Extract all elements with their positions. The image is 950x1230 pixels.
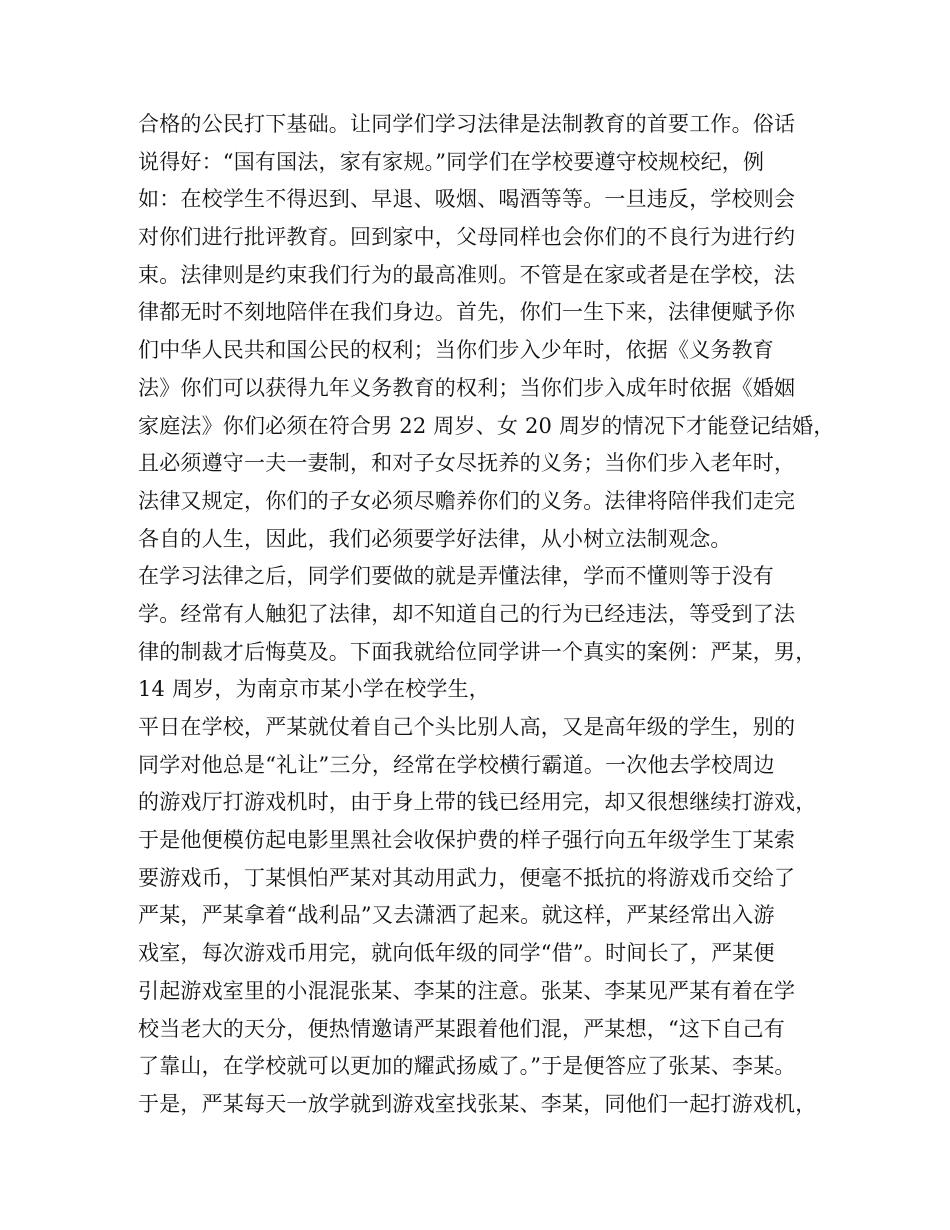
text-line-21: 要游戏币，丁某惧怕严某对其动用武力，便毫不抵抗的将游戏币交给了	[138, 865, 796, 890]
text-line-2: 说得好：“国有国法，家有家规。”同学们在学校要遵守校规校纪，例	[138, 149, 765, 174]
text-line-24: 引起游戏室里的小混混张某、李某的注意。张某、李某见严某有着在学	[138, 978, 796, 1003]
text-line-19: 的游戏厅打游戏机时，由于身上带的钱已经用完，却又很想继续打游戏，	[138, 790, 817, 815]
text-line-22: 严某，严某拿着“战利品”又去潇洒了起来。就这样，严某经常出入游	[138, 903, 775, 928]
text-line-26: 了靠山，在学校就可以更加的耀武扬威了。”于是便答应了张某、李某。	[138, 1054, 796, 1079]
text-line-18: 同学对他总是“礼让”三分，经常在学校横行霸道。一次他去学校周边	[138, 752, 775, 777]
text-line-1: 合格的公民打下基础。让同学们学习法律是法制教育的首要工作。俗话	[138, 112, 796, 136]
text-line-16: 14 周岁，为南京市某小学在校学生，	[138, 677, 490, 702]
text-line-17: 平日在学校，严某就仗着自己个头比别人高，又是高年级的学生，别的	[138, 715, 796, 739]
text-line-5: 束。法律则是约束我们行为的最高准则。不管是在家或者是在学校，法	[138, 262, 796, 287]
text-line-25: 校当老大的天分，便热情邀请严某跟着他们混，严某想，“这下自己有	[138, 1016, 785, 1041]
text-line-6: 律都无时不刻地陪伴在我们身边。首先，你们一生下来，法律便赋予你	[138, 300, 796, 325]
text-line-27: 于是，严某每天一放学就到游戏室找张某、李某，同他们一起打游戏机，	[138, 1091, 817, 1116]
text-line-15: 律的制裁才后悔莫及。下面我就给位同学讲一个真实的案例：严某，男，	[138, 639, 817, 664]
text-line-9: 家庭法》你们必须在符合男 22 周岁、女 20 周岁的情况下才能登记结婚，	[138, 413, 835, 438]
text-line-23: 戏室，每次游戏币用完，就向低年级的同学“借”。时间长了，严某便	[138, 941, 775, 966]
text-line-10: 且必须遵守一夫一妻制，和对子女尽抚养的义务；当你们步入老年时，	[138, 451, 796, 476]
text-line-11: 法律又规定，你们的子女必须尽赡养你们的义务。法律将陪伴我们走完	[138, 488, 796, 513]
text-line-8: 法》你们可以获得九年义务教育的权利；当你们步入成年时依据《婚姻	[138, 375, 796, 400]
text-line-7: 们中华人民共和国公民的权利；当你们步入少年时，依据《义务教育	[138, 338, 774, 363]
text-line-12: 各自的人生，因此，我们必须要学好法律，从小树立法制观念。	[138, 526, 732, 551]
text-line-4: 对你们进行批评教育。回到家中，父母同样也会你们的不良行为进行约	[138, 225, 796, 250]
text-line-20: 于是他便模仿起电影里黑社会收保护费的样子强行向五年级学生丁某索	[138, 828, 796, 853]
text-line-14: 学。经常有人触犯了法律，却不知道自己的行为已经违法，等受到了法	[138, 601, 796, 626]
text-line-13: 在学习法律之后，同学们要做的就是弄懂法律，学而不懂则等于没有	[138, 564, 774, 589]
text-line-3: 如：在校学生不得迟到、早退、吸烟、喝酒等等。一旦违反，学校则会	[138, 187, 796, 212]
document-body-text	[138, 106, 838, 1124]
